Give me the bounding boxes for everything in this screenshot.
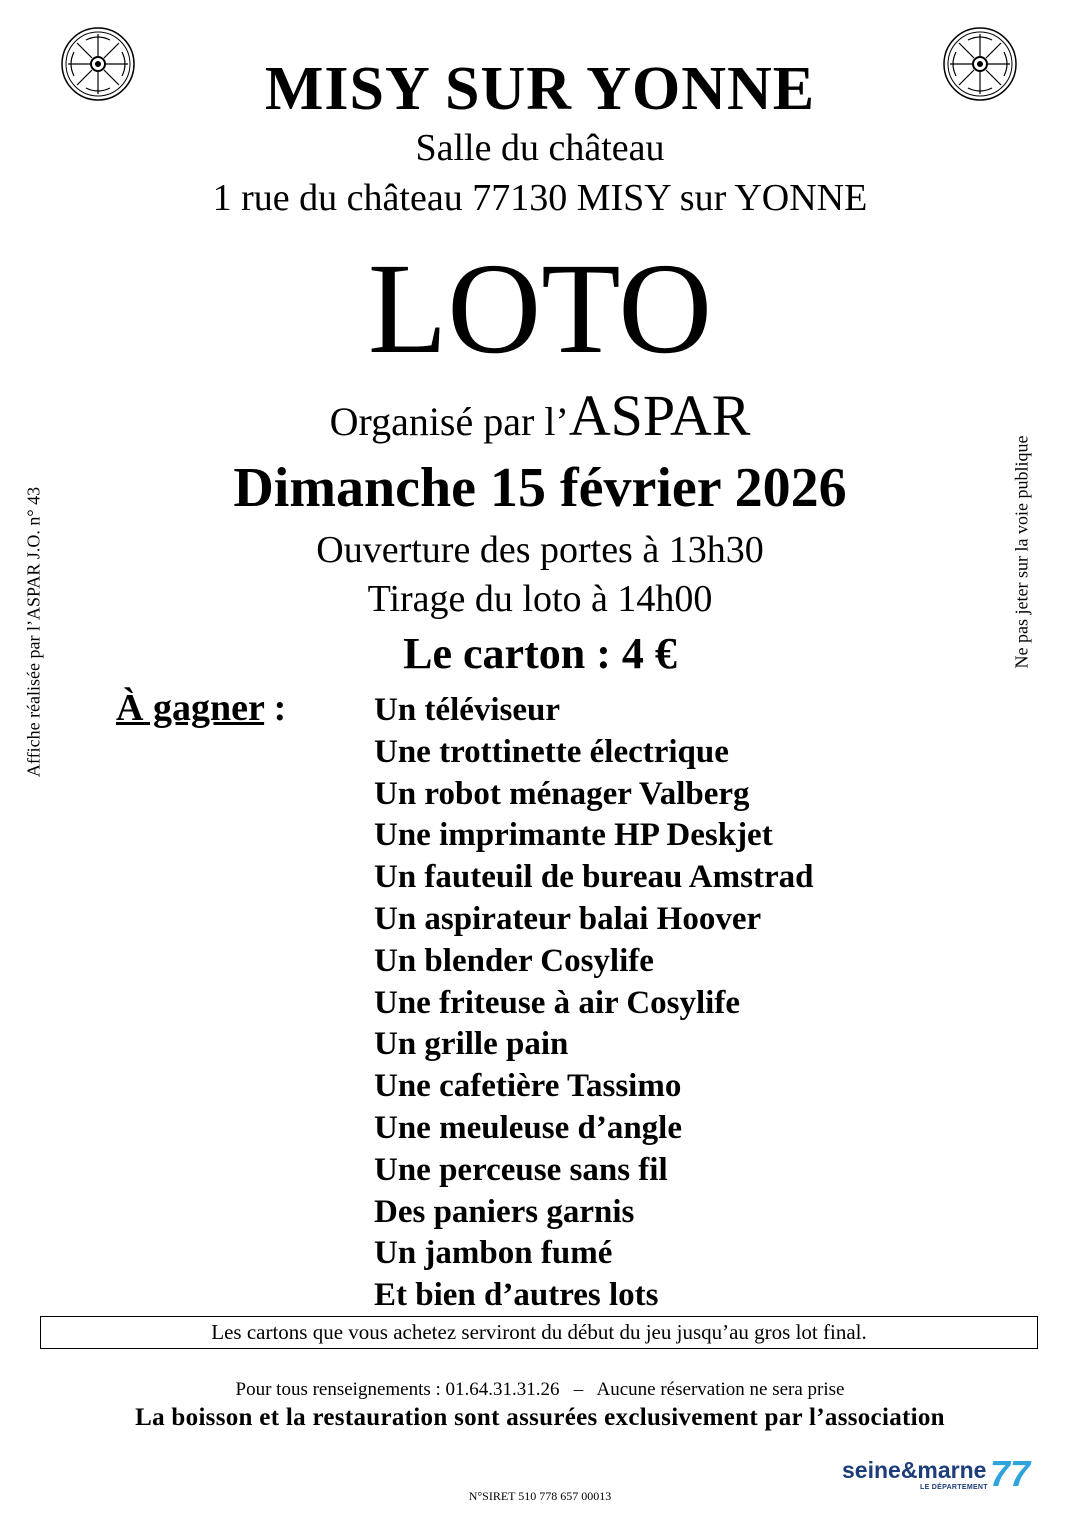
catering-notice: La boisson et la restauration sont assurées exclusivement par l’association (135, 1404, 945, 1431)
town-title: MISY SUR YONNE (264, 55, 816, 123)
department-logo-name: seine&marne (842, 1457, 987, 1483)
side-note-right: Ne pas jeter sur la voie publique (1011, 435, 1032, 669)
prize-item: Une friteuse à air Cosylife (374, 984, 740, 1021)
prize-item: Des paniers garnis (374, 1193, 635, 1230)
prizes-label: À gagner (116, 687, 265, 729)
department-logo-subtitle: LE DÉPARTEMENT (920, 1484, 988, 1491)
event-date: Dimanche 15 février 2026 (233, 457, 847, 519)
prizes-label-suffix: : (264, 687, 287, 729)
cards-notice-box: Les cartons que vous achetez serviront du début du jeu jusqu’au gros lot final. (40, 1316, 1038, 1349)
prize-item: Un blender Cosylife (374, 942, 654, 979)
organizer-line (0, 382, 1080, 449)
prize-item: Une cafetière Tassimo (374, 1068, 682, 1105)
event-title: LOTO (367, 237, 713, 381)
siret-number: N°SIRET 510 778 657 00013 (468, 1489, 612, 1503)
venue-address: 1 rue du château 77130 MISY sur YONNE (212, 177, 868, 219)
venue-name: Salle du château (415, 127, 665, 169)
prize-item: Un robot ménager Valberg (374, 775, 750, 812)
prize-item: Un jambon fumé (374, 1235, 613, 1272)
doors-opening-time: Ouverture des portes à 13h30 (316, 529, 764, 571)
prize-item: Et bien d’autres lots (374, 1277, 659, 1314)
department-logo-number: 77 (990, 1453, 1031, 1494)
prize-item: Une trottinette électrique (374, 733, 729, 770)
prize-item: Une imprimante HP Deskjet (374, 817, 773, 854)
card-price: Le carton : 4 € (403, 629, 677, 678)
organizer-name: ASPAR (568, 383, 751, 448)
prize-item: Une meuleuse d’angle (374, 1109, 682, 1146)
prizes-list (374, 690, 813, 1317)
prize-item: Un téléviseur (374, 692, 561, 728)
side-note-left: Affiche réalisée par l’ASPAR J.O. n° 43 (23, 486, 44, 778)
draw-time: Tirage du loto à 14h00 (367, 578, 713, 620)
department-logo (842, 1453, 1031, 1497)
organizer-prefix: Organisé par l’ (329, 399, 569, 444)
prize-item: Un aspirateur balai Hoover (374, 900, 762, 937)
prize-item: Une perceuse sans fil (374, 1151, 668, 1188)
prize-item: Un fauteuil de bureau Amstrad (374, 859, 814, 896)
prize-item: Un grille pain (374, 1026, 569, 1063)
contact-info: Pour tous renseignements : 01.64.31.31.26 – Aucune réservation ne sera prise (235, 1379, 845, 1400)
prizes-heading (116, 686, 286, 730)
